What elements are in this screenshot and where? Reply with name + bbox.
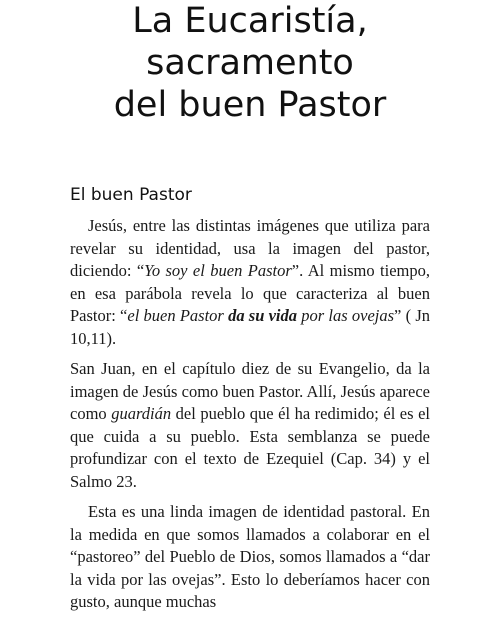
title-line-2: sacramento: [146, 43, 354, 83]
paragraph-3: Esta es una linda imagen de identidad pastoral. En la medida en que somos llamados a colaborar en el “pastoreo” del Pueblo de Dios, somos llamados a “dar la vida por las ovejas”. Esto lo deberíamos hacer con gusto, aunque muchas: [70, 502, 430, 611]
paragraph-1: [70, 215, 430, 350]
p2-text-a: San Juan, en el capítulo diez de su Evangelio, da la imagen de Jesús como buen Pastor. Allí, Jesús aparece como: [70, 359, 430, 423]
paragraph-2: [70, 358, 430, 493]
p1-quote-1: Yo soy el buen Pastor: [144, 261, 292, 280]
p2-emphasis: guardián: [111, 404, 172, 423]
section-heading: El buen Pastor: [70, 185, 192, 205]
body-text: [70, 215, 430, 622]
p1-text-a: Jesús, entre las distintas imágenes que utiliza para revelar su identidad, usa la imagen del pastor, diciendo: “: [70, 216, 430, 280]
title-line-1: La Eucaristía,: [132, 1, 368, 41]
p1-quote-2a: el buen Pastor: [127, 306, 229, 325]
p1-text-c: ” ( Jn 10,11).: [70, 306, 430, 348]
p1-text-b: ”. Al mismo tiempo, en esa parábola revela lo que caracteriza al buen Pastor: “: [70, 261, 430, 325]
p1-quote-2b-emphasis: da su vida: [228, 306, 298, 325]
p2-text-b: del pueblo que él ha redimido; él es el que cuida a su pueblo. Esta semblanza se puede profundizar con el texto de Ezequiel (Cap. 34) y el Salmo 23.: [70, 404, 430, 491]
p1-quote-2c: por las ovejas: [297, 306, 395, 325]
title-line-3: del buen Pastor: [113, 85, 387, 125]
page-title: [0, 0, 500, 126]
